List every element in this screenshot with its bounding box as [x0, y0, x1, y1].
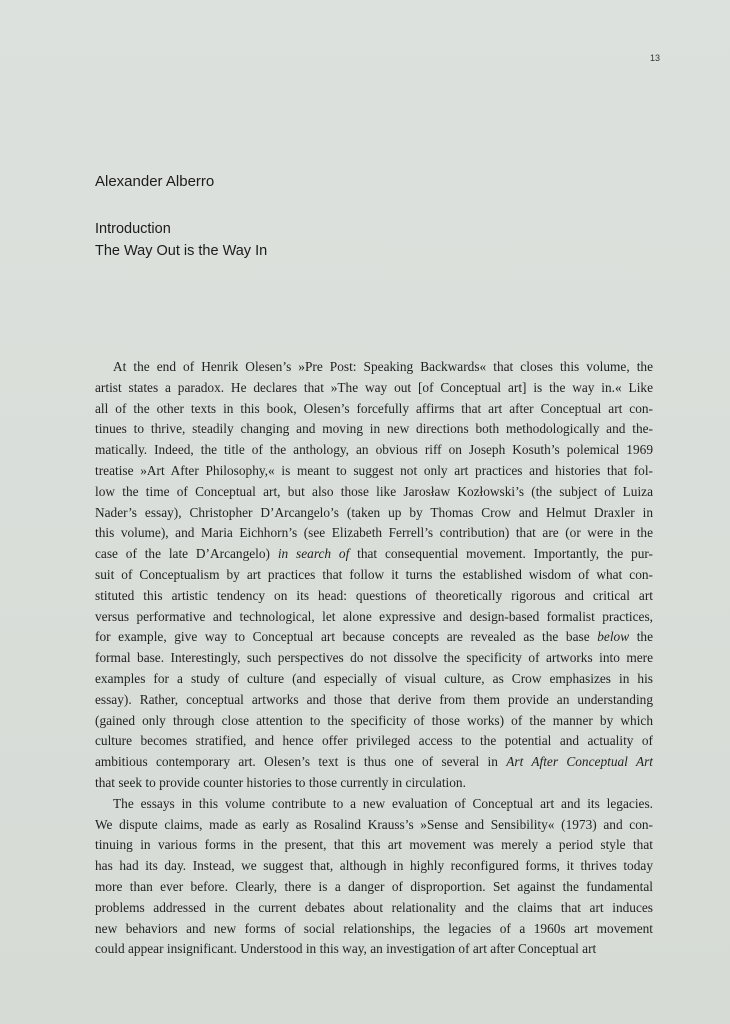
text-line	[95, 544, 653, 565]
text-line	[95, 773, 653, 794]
body-text	[95, 357, 653, 960]
text-segment: that seek to provide counter histories to those currently in circulation.	[95, 774, 466, 790]
text-segment: ambitious contemporary art. Olesen’s text is thus one of several in	[95, 754, 507, 770]
text-line	[95, 399, 653, 420]
text-line	[95, 461, 653, 482]
text-line	[95, 690, 653, 711]
text-segment: stituted this artistic tendency on its head: questions of theoretically rigorous and critical art	[95, 587, 653, 603]
text-line	[95, 627, 653, 648]
text-line	[95, 586, 653, 607]
text-segment: all of the other texts in this book, Olesen’s forcefully affirms that art after Conceptual art con-	[95, 400, 653, 416]
text-segment: treatise »Art After Philosophy,« is meant to suggest not only art practices and histories that fol-	[95, 462, 653, 478]
text-segment: versus performative and technological, let alone expressive and design-based formalist practices,	[95, 608, 653, 624]
text-line	[95, 378, 653, 399]
italic-text: Art After Conceptual Art	[506, 754, 653, 770]
text-segment: new behaviors and new forms of social relationships, the legacies of a 1960s art movement	[95, 920, 653, 936]
text-line	[95, 565, 653, 586]
text-segment: case of the late D’Arcangelo)	[95, 546, 278, 562]
text-segment: culture becomes stratified, and hence offer privileged access to the potential and actuality of	[95, 733, 653, 749]
text-segment: artist states a paradox. He declares that »The way out [of Conceptual art] is the way in.« Like	[95, 379, 653, 395]
text-segment: Nader’s essay), Christopher D’Arcangelo’s (taken up by Thomas Crow and Helmut Draxler in	[95, 504, 653, 520]
text-line	[95, 794, 653, 815]
text-segment: this volume), and Maria Eichhorn’s (see Elizabeth Ferrell’s contribution) that are (or were in the	[95, 525, 653, 541]
text-line	[95, 607, 653, 628]
text-line	[95, 898, 653, 919]
text-segment: for example, give way to Conceptual art because concepts are revealed as the base	[95, 629, 598, 645]
text-line	[95, 482, 653, 503]
paragraph-2	[95, 794, 653, 960]
chapter-title-line-1: Introduction	[95, 221, 171, 237]
text-line	[95, 419, 653, 440]
text-segment: low the time of Conceptual art, but also those like Jarosław Kozłowski’s (the subject of Luiza	[95, 483, 653, 499]
text-line	[95, 877, 653, 898]
chapter-title	[95, 218, 267, 262]
text-line	[95, 669, 653, 690]
text-line	[95, 815, 653, 836]
text-segment: the	[629, 629, 653, 645]
text-segment: (gained only through close attention to the specificity of those works) of the manner by which	[95, 712, 653, 728]
text-segment: essay). Rather, conceptual artworks and those that derive from them provide an understanding	[95, 691, 653, 707]
text-line	[95, 648, 653, 669]
text-segment: suit of Conceptualism by art practices that follow it turns the established wisdom of what con-	[95, 566, 653, 582]
italic-text: in search of	[277, 546, 350, 562]
text-segment: problems addressed in the current debates about relationality and the claims that art induces	[95, 899, 653, 915]
text-line	[95, 752, 653, 773]
text-segment: has had its day. Instead, we suggest that, although in highly reconfigured forms, it thrives today	[95, 858, 653, 874]
text-segment: The essays in this volume contribute to a new evaluation of Conceptual art and its legacies.	[113, 795, 653, 811]
text-line	[95, 523, 653, 544]
text-segment: We dispute claims, made as early as Rosalind Krauss’s »Sense and Sensibility« (1973) and con-	[95, 816, 653, 832]
chapter-title-line-2: The Way Out is the Way In	[95, 243, 268, 259]
text-line	[95, 440, 653, 461]
text-segment: matically. Indeed, the title of the anthology, an obvious riff on Joseph Kosuth’s polemical 1969	[95, 442, 653, 458]
text-line	[95, 731, 653, 752]
text-segment: At the end of Henrik Olesen’s »Pre Post: Speaking Backwards« that closes this volume, the	[113, 359, 653, 374]
text-segment: could appear insignificant. Understood in this way, an investigation of art after Conceptual art	[95, 941, 597, 957]
text-line	[95, 357, 653, 378]
text-line	[95, 503, 653, 524]
italic-text: below	[597, 629, 630, 645]
text-line	[95, 856, 653, 877]
text-line	[95, 835, 653, 856]
text-line	[95, 711, 653, 732]
text-line	[95, 939, 653, 960]
text-line	[95, 919, 653, 940]
text-segment: that consequential movement. Importantly, the pur-	[349, 546, 653, 562]
page-number: 13	[649, 53, 660, 63]
text-segment: formal base. Interestingly, such perspectives do not dissolve the specificity of artworks into mere	[95, 650, 653, 666]
text-segment: tinues to thrive, steadily changing and moving in new directions both methodologically and the-	[95, 421, 653, 437]
text-segment: tinuing in various forms in the present, that this art movement was merely a period style that	[95, 837, 653, 853]
paragraph-1	[95, 357, 653, 794]
text-segment: examples for a study of culture (and especially of visual culture, as Crow emphasizes in his	[95, 670, 653, 686]
text-segment: more than ever before. Clearly, there is a danger of disproportion. Set against the fundamental	[95, 878, 653, 894]
chapter-author: Alexander Alberro	[95, 173, 215, 190]
